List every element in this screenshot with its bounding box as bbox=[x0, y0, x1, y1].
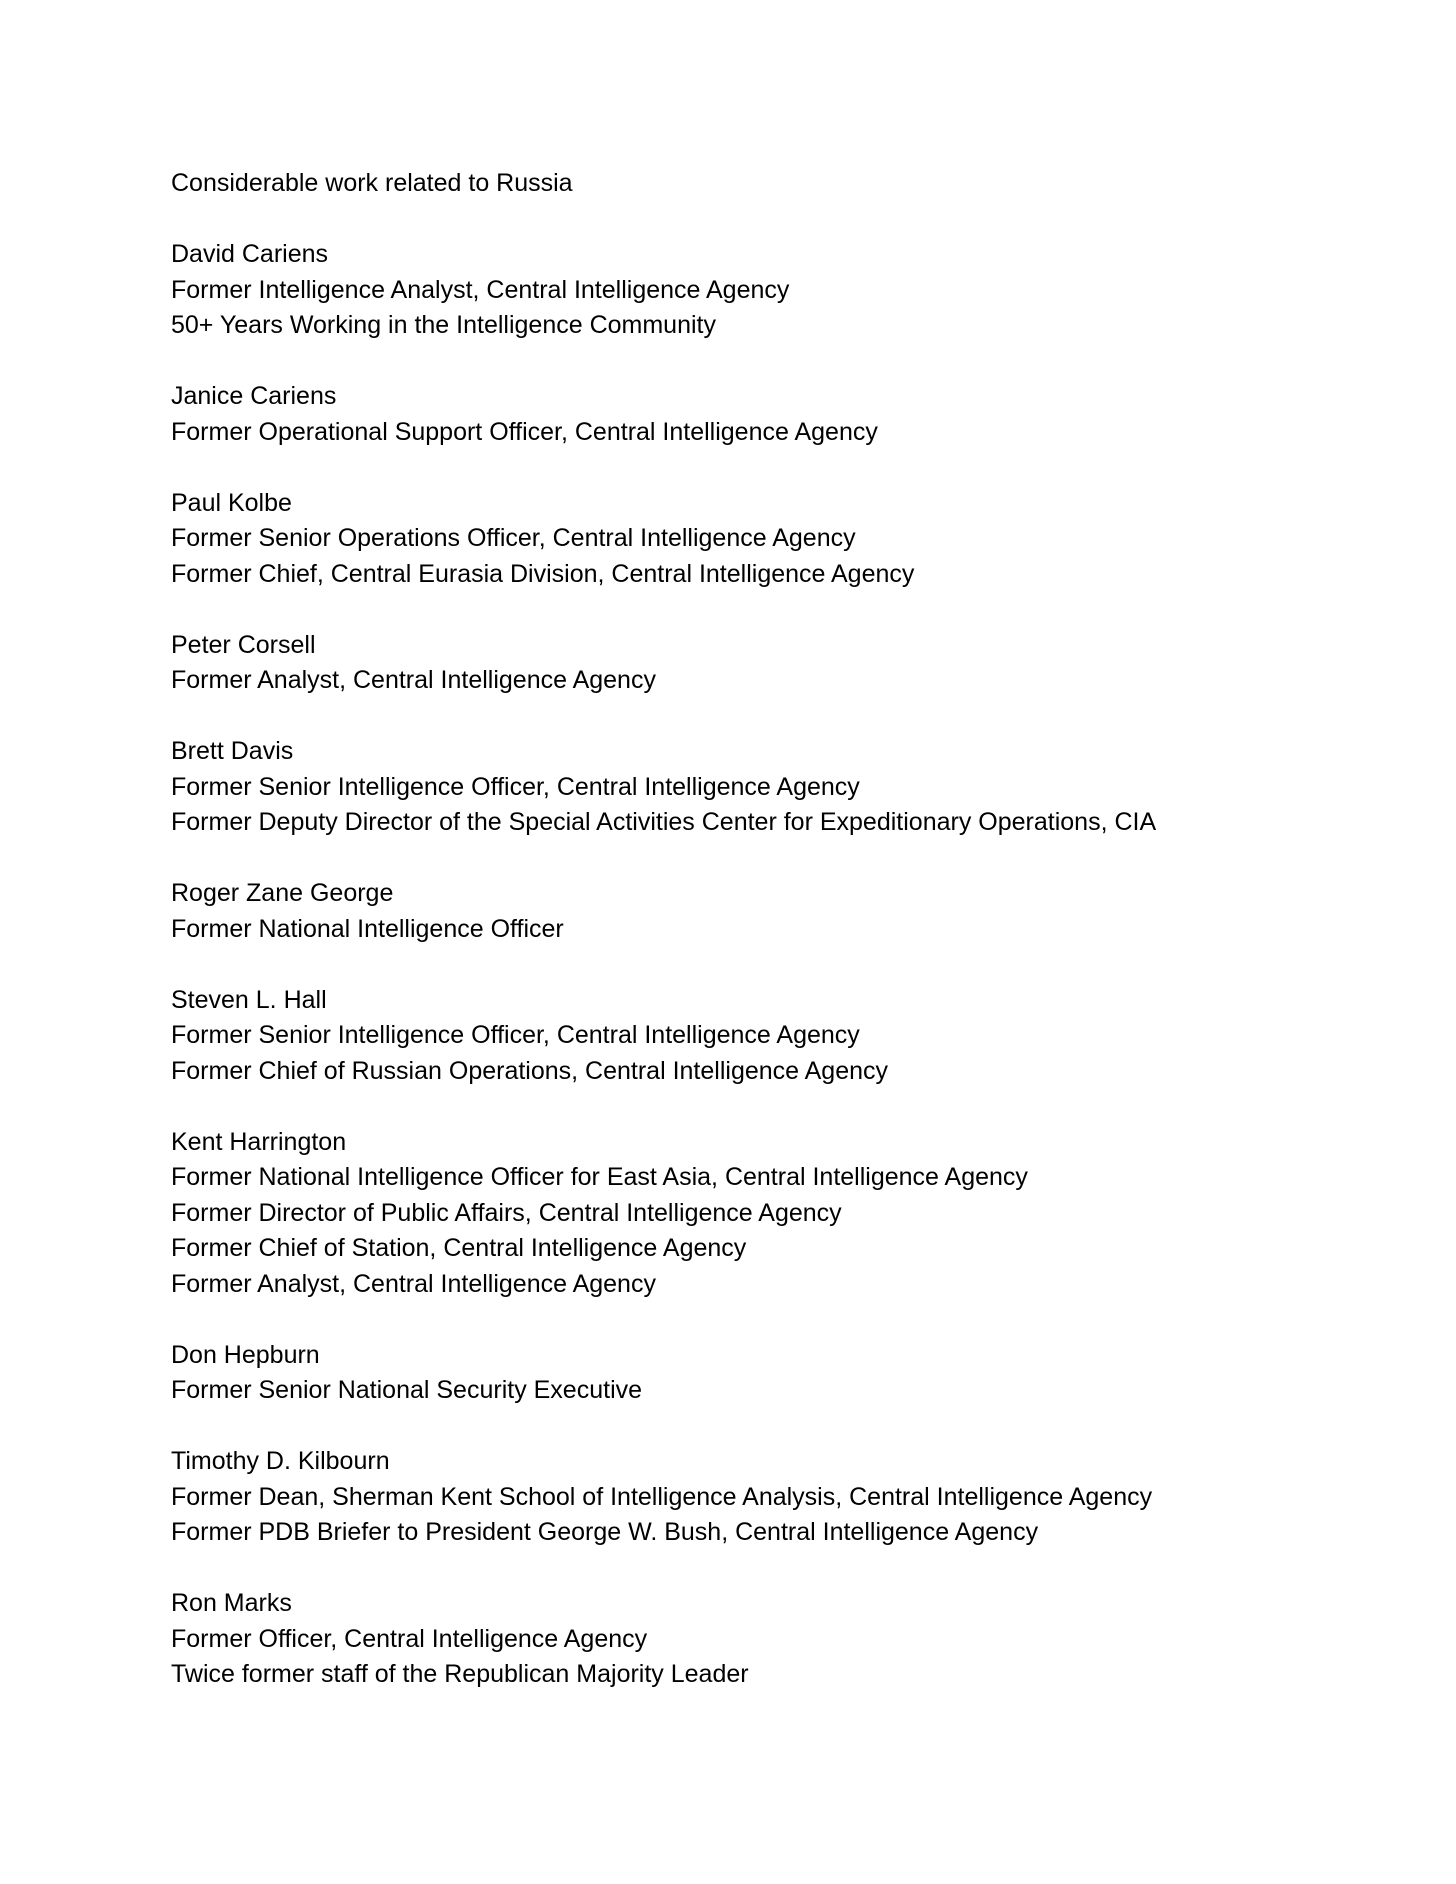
signatory-title: Former National Intelligence Officer for East Asia, Central Intelligence Agency bbox=[171, 1163, 1028, 1191]
signatory-title: Former National Intelligence Officer bbox=[171, 914, 564, 943]
signatory-title: Former Senior National Security Executive bbox=[171, 1376, 643, 1404]
signatory-name: Ron Marks bbox=[171, 1589, 292, 1617]
signatory-name: Paul Kolbe bbox=[171, 488, 292, 517]
document-page bbox=[171, 166, 1371, 1728]
signatory-name: Brett Davis bbox=[171, 737, 294, 765]
signatory-entry bbox=[171, 628, 1371, 699]
signatory-title: 50+ Years Working in the Intelligence Community bbox=[171, 311, 716, 339]
signatory-title: Former Operational Support Officer, Central Intelligence Agency bbox=[171, 417, 878, 446]
intro-text: Considerable work related to Russia bbox=[171, 169, 573, 197]
signatory-title: Former Intelligence Analyst, Central Intelligence Agency bbox=[171, 275, 790, 304]
signatory-name: Timothy D. Kilbourn bbox=[171, 1447, 390, 1475]
signatory-list bbox=[171, 237, 1371, 1693]
signatory-title: Former Dean, Sherman Kent School of Intelligence Analysis, Central Intelligence Agency bbox=[171, 1482, 1153, 1511]
signatory-entry bbox=[171, 734, 1371, 841]
signatory-entry bbox=[171, 1338, 1371, 1409]
signatory-title: Former Senior Intelligence Officer, Central Intelligence Agency bbox=[171, 1021, 860, 1049]
signatory-title: Former PDB Briefer to President George W. Bush, Central Intelligence Agency bbox=[171, 1518, 1039, 1546]
signatory-title: Former Chief of Russian Operations, Central Intelligence Agency bbox=[171, 1056, 889, 1085]
signatory-name: Kent Harrington bbox=[171, 1127, 347, 1156]
signatory-name: Don Hepburn bbox=[171, 1340, 320, 1369]
signatory-name: Janice Cariens bbox=[171, 382, 337, 410]
signatory-title: Twice former staff of the Republican Majority Leader bbox=[171, 1660, 749, 1688]
signatory-name: Steven L. Hall bbox=[171, 985, 327, 1014]
signatory-entry bbox=[171, 237, 1371, 344]
signatory-name: David Cariens bbox=[171, 240, 329, 268]
signatory-name: Roger Zane George bbox=[171, 879, 394, 907]
signatory-entry bbox=[171, 983, 1371, 1090]
signatory-name: Peter Corsell bbox=[171, 630, 316, 659]
signatory-entry bbox=[171, 1444, 1371, 1551]
signatory-entry bbox=[171, 876, 1371, 947]
signatory-title: Former Chief, Central Eurasia Division, Central Intelligence Agency bbox=[171, 559, 915, 588]
signatory-entry bbox=[171, 379, 1371, 450]
signatory-entry bbox=[171, 486, 1371, 593]
signatory-entry bbox=[171, 1125, 1371, 1303]
signatory-title: Former Senior Operations Officer, Central Intelligence Agency bbox=[171, 524, 856, 552]
signatory-title: Former Analyst, Central Intelligence Agency bbox=[171, 1269, 656, 1298]
signatory-title: Former Analyst, Central Intelligence Agency bbox=[171, 666, 656, 694]
signatory-title: Former Director of Public Affairs, Central Intelligence Agency bbox=[171, 1198, 842, 1227]
signatory-entry bbox=[171, 1586, 1371, 1693]
signatory-title: Former Senior Intelligence Officer, Central Intelligence Agency bbox=[171, 772, 860, 801]
signatory-title: Former Chief of Station, Central Intelligence Agency bbox=[171, 1234, 747, 1262]
signatory-title: Former Officer, Central Intelligence Agency bbox=[171, 1624, 648, 1653]
signatory-title: Former Deputy Director of the Special Activities Center for Expeditionary Operations, CIA bbox=[171, 808, 1157, 836]
